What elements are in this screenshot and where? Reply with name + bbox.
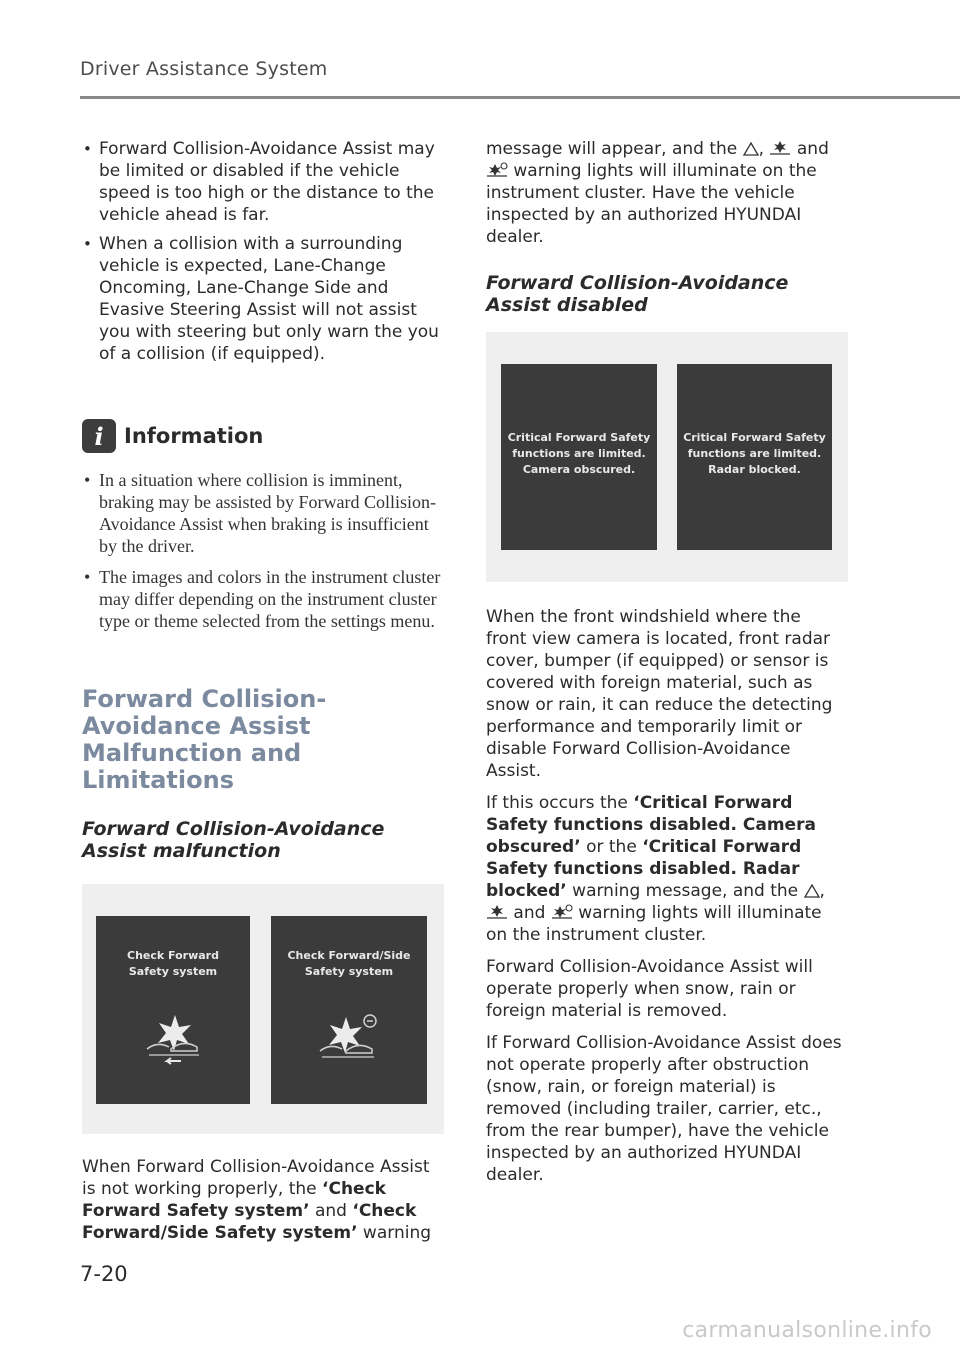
forward-collision-warning-icon	[804, 884, 820, 898]
subsection-title-disabled: Forward Collision-Avoidance Assist disabled	[486, 272, 789, 316]
critical-warning-paragraph: If this occurs the ‘Critical Forward Safety functions disabled. Camera obscured’ or the ‘Critical Forward Safety functions disabled. Radar blocked’ warning message, and the , and warning lights will illuminate on the instrument cluster.	[486, 793, 825, 945]
cluster-screen-check-forward-side	[271, 916, 427, 1104]
forward-safety-warning-icon	[486, 904, 508, 920]
obstruction-paragraph: When the front windshield where the front view camera is located, front radar cover, bumper (if equipped) or sensor is covered with foreign material, such as snow or rain, it can reduce the detecting performance and temporarily limit or disable Forward Collision-Avoidance Assist.	[486, 607, 833, 781]
right-column	[486, 138, 846, 1196]
information-list	[82, 469, 442, 632]
forward-collision-warning-icon	[743, 142, 759, 156]
screen-message: Critical Forward Safety functions are limited. Camera obscured.	[507, 431, 651, 476]
forward-collision-graphic-icon	[141, 1011, 205, 1067]
left-column	[82, 138, 442, 1254]
screen-message: Check Forward/Side Safety system	[287, 949, 411, 978]
dealer-paragraph: If Forward Collision-Avoidance Assist does not operate properly after obstruction (snow, rain, or foreign material) is removed (including trailer, carrier, etc., from the rear bumper), have the vehicle inspected by an authorized HYUNDAI dealer.	[486, 1033, 842, 1185]
information-header	[82, 419, 442, 453]
cluster-screen-camera-obscured	[501, 364, 657, 550]
forward-safety-warning-icon	[769, 140, 791, 156]
bullet-item: • Forward Collision-Avoidance Assist may be limited or disabled if the vehicle speed is too high or the distance to the vehicle ahead is far.	[82, 138, 442, 226]
continued-paragraph: message will appear, and the , and warning lights will illuminate on the instrument cluster. Have the vehicle inspected by an authorized HYUNDAI dealer.	[486, 139, 829, 247]
page-number: 7-20	[80, 1262, 128, 1286]
screen-message: Critical Forward Safety functions are limited. Radar blocked.	[683, 431, 826, 476]
information-title: Information	[124, 424, 264, 448]
running-header: Driver Assistance System	[80, 58, 328, 80]
cluster-screen-radar-blocked	[677, 364, 832, 550]
section-title: Forward Collision-Avoidance Assist Malfunction and Limitations	[82, 685, 327, 794]
information-item: • The images and colors in the instrument cluster may differ depending on the instrument cluster type or theme selected from the settings menu.	[82, 566, 442, 632]
cluster-screen-check-forward	[96, 916, 250, 1104]
information-icon: i	[82, 419, 116, 453]
bullet-item: • When a collision with a surrounding vehicle is expected, Lane-Change Oncoming, Lane-Change Side and Evasive Steering Assist will not assist you with steering but only warn the you of a collision (if equipped).	[82, 233, 442, 365]
information-item: • In a situation where collision is imminent, braking may be assisted by Forward Collision-Avoidance Assist when braking is insufficient by the driver.	[82, 469, 442, 557]
watermark: carmanualsonline.info	[682, 1318, 932, 1343]
header-divider	[80, 96, 960, 99]
limitation-bullets	[82, 138, 442, 365]
malfunction-paragraph: When Forward Collision-Avoidance Assist is not working properly, the ‘Check Forward Safety system’ and ‘Check Forward/Side Safety system’ warning	[82, 1157, 432, 1243]
malfunction-figure	[82, 884, 444, 1134]
forward-side-collision-graphic-icon	[316, 1011, 382, 1067]
removal-paragraph: Forward Collision-Avoidance Assist will operate properly when snow, rain or foreign material is removed.	[486, 957, 813, 1021]
disabled-figure	[486, 332, 848, 582]
forward-side-safety-warning-icon	[486, 162, 508, 178]
forward-side-safety-warning-icon	[551, 904, 573, 920]
subsection-title-malfunction: Forward Collision-Avoidance Assist malfunction	[82, 818, 385, 862]
screen-message: Check Forward Safety system	[127, 949, 219, 978]
